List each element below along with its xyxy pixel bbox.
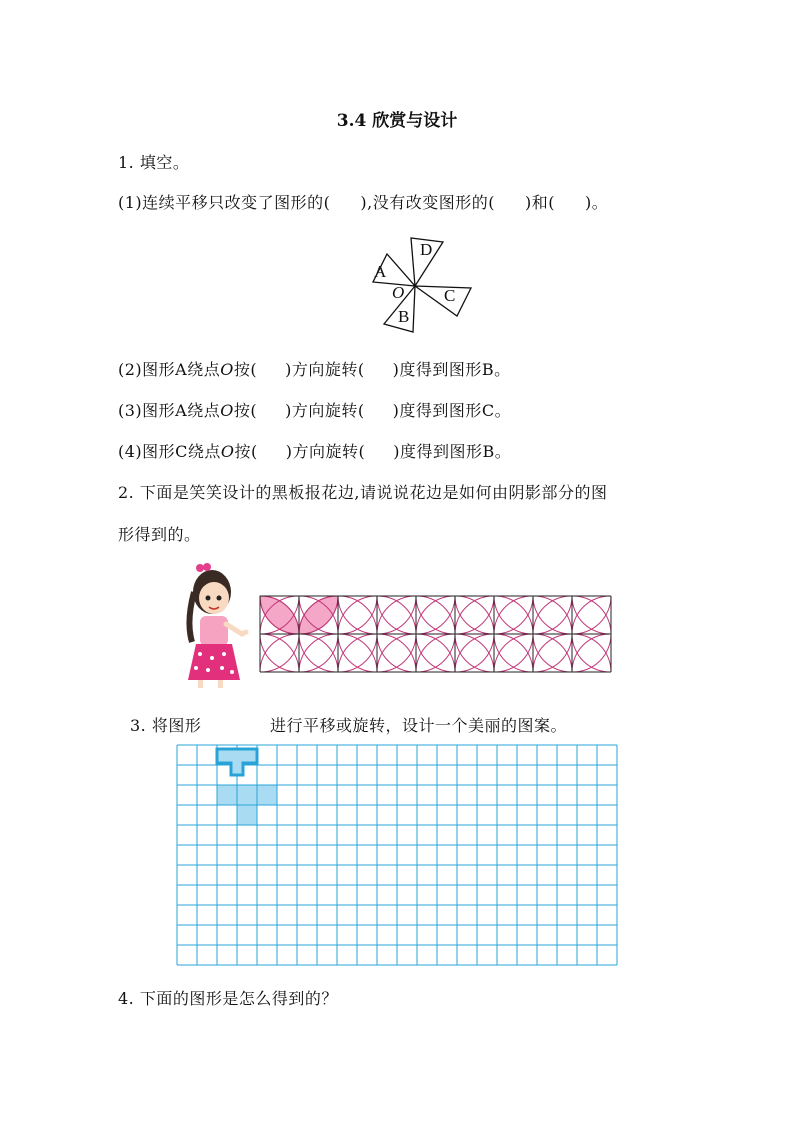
- border-arc: [416, 596, 455, 634]
- border-arc: [494, 596, 533, 634]
- border-arc: [455, 634, 494, 672]
- border-arc: [377, 596, 416, 634]
- template-t-shape: [217, 749, 257, 775]
- border-arc: [572, 634, 611, 672]
- border-arc: [572, 596, 611, 634]
- border-arc: [338, 596, 377, 634]
- label-a: A: [374, 262, 387, 281]
- label-b: B: [398, 307, 410, 326]
- border-arc: [533, 634, 572, 672]
- border-arc: [455, 596, 494, 634]
- border-arc: [377, 634, 416, 672]
- label-c: C: [444, 286, 456, 305]
- border-arc: [338, 634, 377, 672]
- border-arc: [533, 634, 572, 672]
- border-arc: [572, 596, 611, 634]
- q1-part3: (3)图形A绕点O按( )方向旋转( )度得到图形C。: [118, 401, 512, 420]
- border-arc: [494, 634, 533, 672]
- border-arc: [572, 634, 611, 672]
- border-arc: [494, 634, 533, 672]
- border-arc: [455, 634, 494, 672]
- border-arc: [299, 634, 338, 672]
- border-arc: [260, 634, 299, 672]
- border-arc: [377, 634, 416, 672]
- border-arc: [377, 634, 416, 672]
- border-arc: [455, 596, 494, 634]
- border-arc: [377, 596, 416, 634]
- border-arc: [494, 634, 533, 672]
- border-arc: [494, 596, 533, 634]
- label-d: D: [420, 240, 433, 259]
- border-arc: [377, 596, 416, 634]
- border-arc: [338, 634, 377, 672]
- border-arc: [416, 634, 455, 672]
- blackboard-border: [258, 594, 618, 674]
- girl-illustration: [176, 562, 256, 692]
- border-arc: [416, 596, 455, 634]
- border-arc: [260, 634, 299, 672]
- design-grid: [176, 744, 618, 966]
- border-arc: [338, 634, 377, 672]
- border-arc: [533, 596, 572, 634]
- border-arc: [260, 634, 299, 672]
- border-arc: [416, 596, 455, 634]
- label-o: O: [392, 283, 405, 302]
- q4-heading: 4. 下面的图形是怎么得到的？: [118, 989, 338, 1008]
- border-arc: [572, 634, 611, 672]
- pinwheel-figure: [360, 234, 480, 344]
- q1-part4: (4)图形C绕点O按( )方向旋转( )度得到图形B。: [118, 442, 512, 461]
- border-arc: [299, 634, 338, 672]
- q1-heading: 1. 填空。: [118, 153, 190, 172]
- border-arc: [416, 634, 455, 672]
- border-arc: [494, 596, 533, 634]
- border-arc: [377, 596, 416, 634]
- border-arc: [572, 634, 611, 672]
- border-arc: [572, 596, 611, 634]
- border-arc: [260, 634, 299, 672]
- q1-part1: (1)连续平移只改变了图形的( ),没有改变图形的( )和( )。: [118, 193, 609, 212]
- border-arc: [338, 596, 377, 634]
- border-arc: [455, 596, 494, 634]
- border-arc: [494, 596, 533, 634]
- border-arc: [533, 596, 572, 634]
- border-arc: [494, 634, 533, 672]
- border-arc: [416, 596, 455, 634]
- border-arc: [299, 634, 338, 672]
- q3-text-b: 进行平移或旋转，设计一个美丽的图案。: [270, 716, 568, 735]
- border-arc: [533, 634, 572, 672]
- border-arc: [533, 596, 572, 634]
- border-arc: [572, 596, 611, 634]
- border-arc: [455, 634, 494, 672]
- border-arc: [338, 596, 377, 634]
- border-arc: [299, 634, 338, 672]
- q3-text-a: 3. 将图形: [130, 716, 202, 735]
- page-title: 3.4 欣赏与设计: [336, 111, 458, 131]
- border-arc: [455, 596, 494, 634]
- border-arc: [533, 596, 572, 634]
- triangle-c: [415, 286, 471, 316]
- q2-line2: 形得到的。: [118, 525, 201, 544]
- border-arc: [416, 634, 455, 672]
- border-arc: [455, 634, 494, 672]
- border-arc: [416, 634, 455, 672]
- border-arc: [338, 596, 377, 634]
- border-arc: [533, 634, 572, 672]
- q1-part2: (2)图形A绕点O按( )方向旋转( )度得到图形B。: [118, 360, 511, 379]
- border-arc: [377, 634, 416, 672]
- q2-line1: 2. 下面是笑笑设计的黑板报花边,请说说花边是如何由阴影部分的图: [118, 483, 608, 502]
- border-arc: [338, 634, 377, 672]
